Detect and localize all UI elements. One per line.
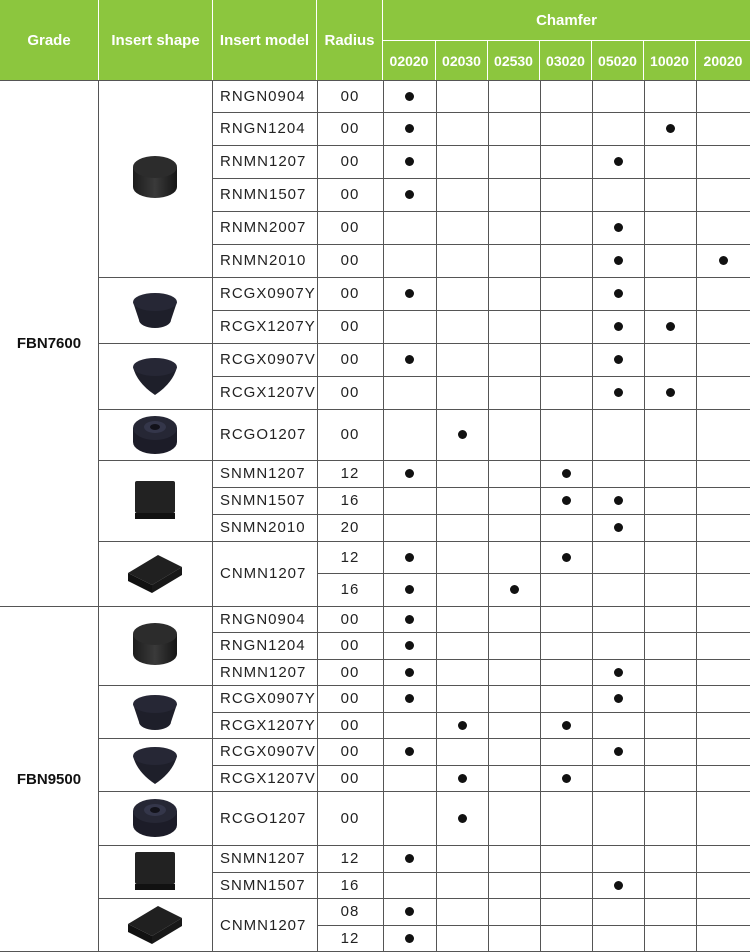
chamfer-dot-02020 [405, 124, 414, 133]
header-insert-model: Insert model [213, 0, 317, 80]
chamfer-dot-20020 [719, 256, 728, 265]
insert-model: SNMN2010 [220, 519, 306, 536]
chamfer-dot-05020 [614, 388, 623, 397]
insert-model: RCGX1207V [220, 769, 316, 787]
chamfer-dot-02020 [405, 190, 414, 199]
square-insert-icon [98, 460, 212, 541]
insert-model: SNMN1507 [220, 492, 306, 509]
round-positive-insert-icon [98, 685, 212, 738]
header-radius: Radius [317, 0, 383, 80]
square-insert-icon [98, 845, 212, 898]
chamfer-dot-05020 [614, 355, 623, 364]
insert-model: RCGO1207 [220, 809, 307, 827]
chamfer-dot-05020 [614, 289, 623, 298]
insert-model: RCGX0907V [220, 743, 316, 760]
radius-value: 00 [340, 384, 360, 401]
chamfer-dot-05020 [614, 496, 623, 505]
radius-value: 20 [340, 519, 360, 536]
radius-value: 00 [340, 153, 360, 170]
radius-value: 08 [340, 903, 360, 920]
chamfer-dot-02020 [405, 747, 414, 756]
radius-value: 12 [340, 465, 360, 482]
grade-fbn7600: FBN7600 [16, 334, 82, 352]
round-v-insert-icon [98, 343, 212, 409]
chamfer-dot-02020 [405, 694, 414, 703]
rhombic-insert-icon [98, 541, 212, 606]
insert-model: RCGO1207 [220, 426, 307, 443]
chamfer-dot-10020 [666, 124, 675, 133]
chamfer-dot-10020 [666, 388, 675, 397]
rhombic-insert-icon [98, 898, 212, 952]
radius-value: 16 [340, 492, 360, 509]
radius-value: 00 [340, 716, 360, 734]
insert-model: RCGX1207Y [220, 318, 316, 335]
radius-value: 00 [340, 87, 360, 105]
header-chamfer-02020: 02020 [383, 40, 436, 80]
insert-model: RNGN1204 [220, 120, 306, 137]
chamfer-dot-02020 [405, 355, 414, 364]
insert-model: RCGX1207Y [220, 716, 316, 734]
round-insert-icon [98, 80, 212, 277]
radius-value: 16 [340, 876, 360, 894]
chamfer-dot-02020 [405, 553, 414, 562]
insert-model: RNGN0904 [220, 87, 306, 105]
radius-value: 00 [340, 318, 360, 335]
chamfer-dot-02020 [405, 289, 414, 298]
insert-model: RNMN2007 [220, 219, 307, 236]
chamfer-dot-02030 [458, 430, 467, 439]
insert-model: RNGN0904 [220, 610, 306, 628]
chamfer-dot-03020 [562, 553, 571, 562]
radius-value: 00 [340, 219, 360, 236]
chamfer-dot-02020 [405, 469, 414, 478]
radius-value: 00 [340, 252, 360, 269]
chamfer-dot-02020 [405, 907, 414, 916]
round-insert-icon [98, 606, 212, 685]
chamfer-dot-05020 [614, 322, 623, 331]
round-hole-insert-icon [98, 409, 212, 460]
chamfer-dot-02020 [405, 934, 414, 943]
radius-value: 00 [340, 809, 360, 827]
chamfer-dot-02030 [458, 774, 467, 783]
radius-value: 12 [340, 850, 360, 867]
radius-value: 00 [340, 285, 360, 302]
chamfer-dot-05020 [614, 223, 623, 232]
chamfer-dot-02020 [405, 157, 414, 166]
insert-model: CNMN1207 [220, 916, 307, 934]
insert-model: RCGX0907Y [220, 285, 316, 302]
insert-model: RNMN1207 [220, 663, 307, 681]
chamfer-dot-05020 [614, 747, 623, 756]
radius-value: 00 [340, 120, 360, 137]
round-hole-insert-icon [98, 791, 212, 845]
chamfer-dot-02020 [405, 854, 414, 863]
insert-model: RCGX0907Y [220, 690, 316, 707]
chamfer-dot-02020 [405, 92, 414, 101]
chamfer-dot-02030 [458, 814, 467, 823]
header-grade: Grade [0, 0, 99, 80]
radius-value: 12 [340, 930, 360, 947]
radius-value: 00 [340, 663, 360, 681]
chamfer-dot-05020 [614, 881, 623, 890]
chamfer-dot-05020 [614, 668, 623, 677]
radius-value: 00 [340, 426, 360, 443]
chamfer-dot-02530 [510, 585, 519, 594]
insert-model: SNMN1507 [220, 876, 306, 894]
insert-model: SNMN1207 [220, 850, 306, 867]
chamfer-dot-03020 [562, 469, 571, 478]
header-insert-shape: Insert shape [99, 0, 213, 80]
insert-model: CNMN1207 [220, 565, 307, 582]
insert-model: SNMN1207 [220, 465, 306, 482]
chamfer-dot-10020 [666, 322, 675, 331]
radius-value: 00 [340, 690, 360, 707]
insert-model: RNMN2010 [220, 252, 307, 269]
radius-value: 00 [340, 769, 360, 787]
chamfer-dot-02020 [405, 668, 414, 677]
header-chamfer: Chamfer [383, 0, 750, 40]
grade-fbn9500: FBN9500 [16, 770, 82, 788]
chamfer-dot-03020 [562, 721, 571, 730]
radius-value: 00 [340, 637, 360, 654]
chamfer-dot-03020 [562, 774, 571, 783]
header-chamfer-03020: 03020 [540, 40, 592, 80]
chamfer-dot-02020 [405, 615, 414, 624]
header-chamfer-02030: 02030 [436, 40, 488, 80]
chamfer-dot-02020 [405, 641, 414, 650]
header-chamfer-05020: 05020 [592, 40, 644, 80]
radius-value: 00 [340, 610, 360, 628]
radius-value: 00 [340, 351, 360, 368]
radius-value: 16 [340, 581, 360, 598]
insert-model: RNMN1207 [220, 153, 307, 170]
insert-model: RCGX1207V [220, 384, 316, 401]
chamfer-dot-05020 [614, 157, 623, 166]
radius-value: 12 [340, 548, 360, 566]
insert-model: RCGX0907V [220, 351, 316, 368]
header-chamfer-10020: 10020 [644, 40, 696, 80]
header-chamfer-20020: 20020 [696, 40, 750, 80]
round-positive-insert-icon [98, 277, 212, 343]
round-v-insert-icon [98, 738, 212, 791]
chamfer-dot-05020 [614, 694, 623, 703]
chamfer-dot-02020 [405, 585, 414, 594]
chamfer-dot-05020 [614, 256, 623, 265]
insert-model: RNGN1204 [220, 637, 306, 654]
insert-model: RNMN1507 [220, 186, 307, 203]
header-chamfer-02530: 02530 [488, 40, 540, 80]
radius-value: 00 [340, 186, 360, 203]
chamfer-dot-02030 [458, 721, 467, 730]
chamfer-dot-05020 [614, 523, 623, 532]
radius-value: 00 [340, 743, 360, 760]
chamfer-dot-03020 [562, 496, 571, 505]
